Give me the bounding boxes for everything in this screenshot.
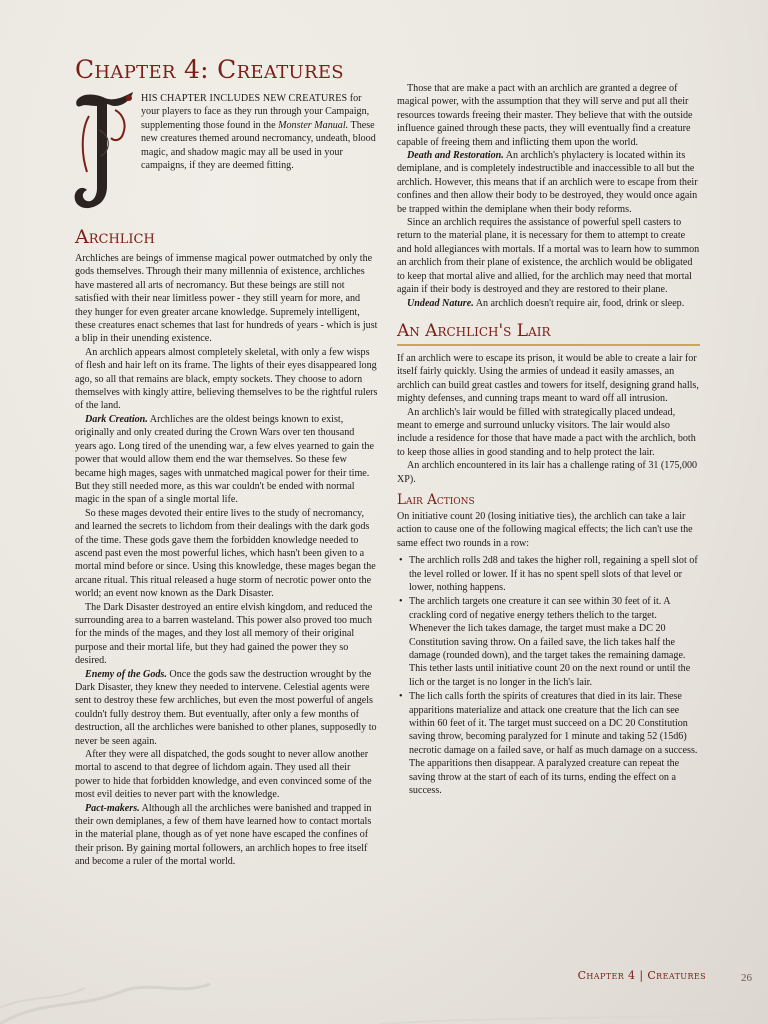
lair-actions-intro: On initiative count 20 (losing initiative ties), the archlich can take a lair action to cause one of the following magical effects; the lich can't use the same effect two rounds in a row:	[397, 510, 693, 549]
death-restoration-lead: Death and Restoration.	[407, 150, 504, 162]
lair-action-item: • The archlich rolls 2d8 and takes the higher roll, regaining a spell slot of the level rolled or lower. If it has no spent spell slots of that level or lower, nothing happens.	[409, 554, 700, 594]
enemy-of-gods-text: Once the gods saw the destruction wrought by the Dark Disaster, they knew they needed to intervene. Celestial agents were sent to destroy these few archliches, but even the most powerful of angels couldn't fully destroy them. But eventually, after only a few months of destruction, all the archliches were banished to other planes, supposedly to never be seen again.	[75, 668, 377, 747]
intro-italic: Monster Manual.	[278, 119, 349, 131]
right-column	[397, 82, 700, 799]
pact-makers-text: Although all the archliches were banished and trapped in their own demiplanes, a few of them have learned how to contact mortals in the material plane, though as of yet none have escaped the confines of their prison. By gaining mortal followers, an archlich hopes to free itself and become a ruler of the mortal world.	[75, 802, 372, 868]
footer-chapter-label: Chapter 4 | Creatures	[577, 969, 706, 982]
dark-creation-text: Archliches are the oldest beings known to exist, originally and only created during the Crown Wars over ten thousand years ago. Long tired of the unending war, a few elves yearned to gain the power that would allow them end the war themselves. So these few became high mages, sages with unmatched magical power for their time. But they still needed more, as this war couldn't be ended with normal magic in the span of a single mortal life.	[75, 413, 374, 506]
archlich-paragraph-1: Archliches are beings of immense magical power outmatched by only the gods themselves. Through their many millennia of existence, archliches have mastered all arts of necromancy. But these beings are still not satisfied with their near limitless power - they still yearn for more, and they hunger for even greater arcane knowledge. Supremely intelligent, these creatures enact schemes that last for hundreds of years - which is just a blip in their unending existence.	[75, 253, 378, 345]
dark-creation-paragraph	[75, 413, 378, 507]
lair-paragraph-3: An archlich encountered in its lair has a challenge rating of 31 (175,000 XP).	[397, 460, 698, 485]
archlich-paragraph-5: The Dark Disaster destroyed an entire elvish kingdom, and reduced the surrounding area to a barren wasteland. This power also proved too much for the minds of the mages, and they lost all memory of their original purpose and their mortal life, but they had gained the power they so desired.	[75, 601, 373, 667]
lair-action-item: • The archlich targets one creature it can see within 30 feet of it. A crackling cord of negative energy tethers thelich to the target. Whenever the lich takes damage, the target must make a DC 20 Constitution saving throw. On a failed save, the lich takes half the damage (rounded down), and the target takes the remaining damage. This tether lasts until initiative count 20 on the next round or until the lich or the target is no longer in the lich's lair.	[409, 595, 700, 689]
enemy-of-gods-paragraph	[75, 668, 378, 748]
heading-rule	[397, 344, 700, 346]
left-column	[75, 56, 378, 869]
intro-text-part1: for your players to face as they run through your Campaign, supplementing those found in the	[141, 93, 370, 131]
dropcap-t-icon	[71, 90, 137, 212]
archlich-paragraph-2: An archlich appears almost completely skeletal, with only a few wisps of flesh and hair left on its frame. The lights of their eyes disappeared long ago, so all that remains are black, empty sockets. They choose to adorn themselves with kingly attire, believing themselves to be the rightful rulers of the land.	[75, 346, 378, 412]
death-restoration-text: An archlich's phylactery is located within its demiplane, and is completely indestructible and inaccessible to all but the archlich. However, this means that if an archlich were to escape from their confines and then allow their body to be destroyed, they would once again be trapped within the demiplane when their body reforms.	[397, 150, 698, 215]
pact-makers-lead: Pact-makers.	[85, 802, 140, 814]
intro-text-part2: These new creatures themed around necromancy, undeath, blood magic, and shadow magic may all be used in your campaigns, if they are deemed fitting.	[141, 119, 376, 172]
lair-heading: An Archlich's Lair	[397, 320, 551, 341]
pact-makers-paragraph	[75, 802, 378, 869]
lair-actions-heading: Lair Actions	[397, 491, 475, 508]
intro-first-line: HIS CHAPTER INCLUDES NEW CREATURES	[141, 93, 348, 104]
chapter-title: Chapter 4: Creatures	[75, 55, 344, 84]
archlich-heading: Archlich	[75, 226, 155, 248]
dark-creation-lead: Dark Creation.	[85, 413, 148, 425]
archlich-paragraph-7: After they were all dispatched, the gods sought to never allow another mortal to ascend to that degree of lichdom again. They used all their power to hide that forbidden knowledge, and even convinced some of the most evil deities to never part with the knowledge.	[75, 749, 372, 801]
undead-nature-paragraph	[397, 297, 700, 310]
archlich-paragraph-4: So these mages devoted their entire lives to the study of necromancy, and learned the secrets to lichdom from their dealings with the dark gods of the time. These gods gave them the forbidden knowledge needed to ascend past even the most powerful liches, which hasn't been given to a mortal mind before or since. Using this knowledge, these mages began the arcane ritual. This ritual released a huge storm of necrotic power onto the world; an event now known as the Dark Disaster.	[75, 507, 376, 600]
lair-paragraph-2: An archlich's lair would be filled with strategically placed undead, meant to emerge and surround unlucky visitors. The lair would also include a residence for those that have made a pact with the archlich, both to keep those allies in good standing and to help protect the lair.	[397, 406, 696, 458]
corner-ornament	[0, 904, 768, 1024]
lair-paragraph-1: If an archlich were to escape its prison, it would be able to create a lair for itself fairly quickly. Using the armies of undead it easily amasses, an archlich can build great castles and towers for itself, designing grand halls, mighty defenses, and cunning traps meant to ward off all intrusion.	[397, 352, 699, 405]
page-number: 26	[741, 972, 752, 984]
enemy-of-gods-lead: Enemy of the Gods.	[85, 668, 167, 680]
lair-actions-list	[397, 554, 700, 797]
pact-paragraph: Those that are make a pact with an archlich are granted a degree of magical power, with the assumption that they will serve and put all their resources towards freeing their master. They believe that with the outside influence gained through these pacts, they will eventually find a creature capable of freeing them and inflicting them upon the world.	[397, 83, 693, 148]
lair-action-item: • The lich calls forth the spirits of creatures that died in its lair. These apparitions materialize and attack one creature that the lich can see within 60 feet of it. The target must succeed on a DC 20 Constitution saving throw, becoming paralyzed for 1 minute and taking 52 (15d6) necrotic damage on a failed save, or half as much damage on a success. The apparitions then disappear. A paralyzed creature can repeat the saving throw at the start of each of its turns, ending the effect on a success.	[409, 690, 700, 797]
spellcasters-paragraph: Since an archlich requires the assistance of powerful spell casters to return to the material plane, it is necessary for them to attempt to create and hold allegiances with mortals. If a mortal was to learn how to summon an archlich from their plane of existence, the archlich would be obligated to keep that mortal alive and allied, for the archlich may need that mortal again if their body is destroyed and they are restored to their plane.	[397, 217, 700, 296]
intro-section	[75, 92, 378, 212]
death-restoration-paragraph	[397, 149, 700, 216]
undead-nature-text: An archlich doesn't require air, food, drink or sleep.	[473, 297, 685, 309]
undead-nature-lead: Undead Nature.	[407, 297, 474, 309]
